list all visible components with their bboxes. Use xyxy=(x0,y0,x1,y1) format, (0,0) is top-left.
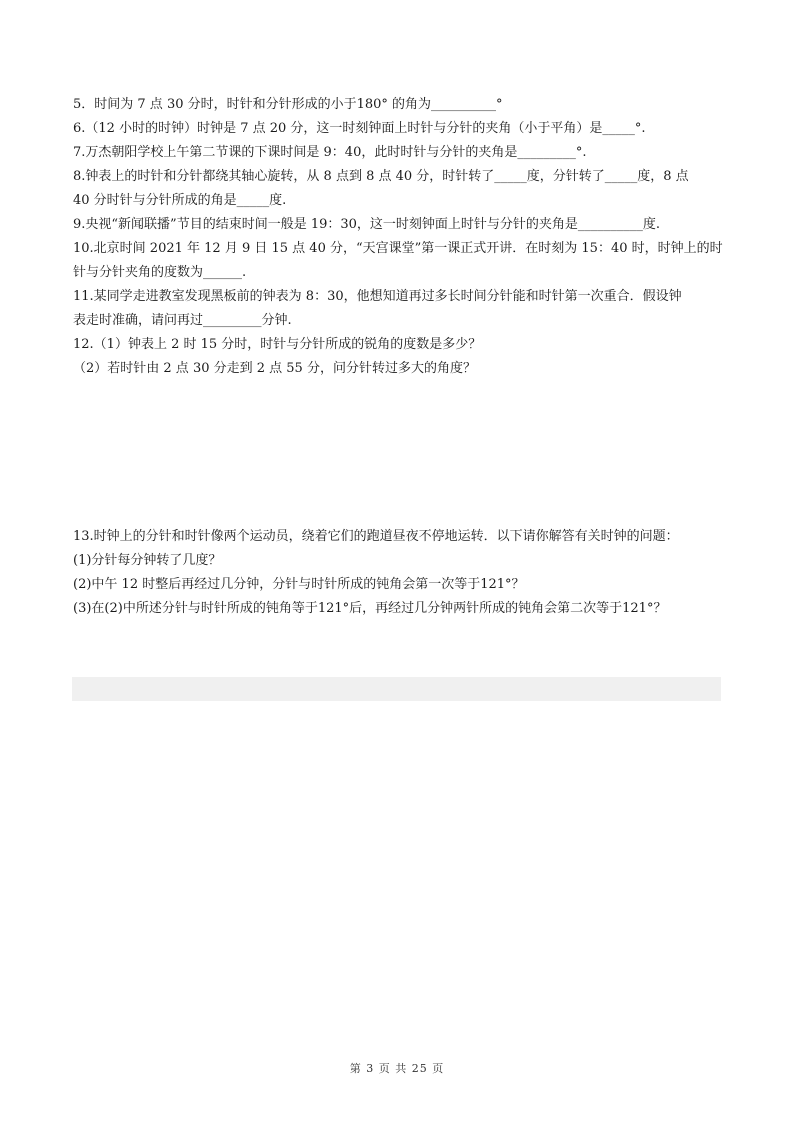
question-8-line-2: 40 分时针与分针所成的角是_____度. xyxy=(73,193,287,208)
question-11-line-1: 11.某同学走进教室发现黑板前的钟表为 8：30，他想知道再过多长时间分针能和时针第一次重合．假设钟 xyxy=(73,289,682,304)
question-5: 5．时间为 7 点 30 分时，时针和分针形成的小于180° 的角为__________° xyxy=(73,97,503,112)
shaded-divider-bar xyxy=(72,677,721,701)
page-number-footer: 第 3 页 共 25 页 xyxy=(349,1062,445,1075)
question-12-part-2: （2）若时针由 2 点 30 分走到 2 点 55 分，问分针转过多大的角度？ xyxy=(73,361,476,376)
question-13-intro: 13.时钟上的分针和时针像两个运动员，绕着它们的跑道昼夜不停地运转．以下请你解答有关时钟的问题： xyxy=(73,529,679,544)
question-6: 6.（12 小时的时钟）时钟是 7 点 20 分，这一时刻钟面上时针与分针的夹角（小于平角）是_____°. xyxy=(73,121,646,136)
question-9: 9.央视“新闻联播”节目的结束时间一般是 19：30，这一时刻钟面上时针与分针的夹角是__________度. xyxy=(73,217,661,232)
question-7: 7.万杰朝阳学校上午第二节课的下课时间是 9：40，此时时针与分针的夹角是_________°. xyxy=(73,145,587,160)
question-list xyxy=(73,93,725,621)
question-10-line-1: 10.北京时间 2021 年 12 月 9 日 15 点 40 分，“天宫课堂”第一课正式开讲．在时刻为 15：40 时，时钟上的时 xyxy=(73,241,723,256)
answer-space xyxy=(73,381,725,525)
question-8-line-1: 8.钟表上的时针和分针都绕其轴心旋转，从 8 点到 8 点 40 分，时针转了_____度，分针转了_____度，8 点 xyxy=(73,169,689,184)
question-13-part-1: (1)分针每分钟转了几度？ xyxy=(73,553,222,568)
question-12-part-1: 12.（1）钟表上 2 时 15 分时，时针与分针所成的锐角的度数是多少？ xyxy=(73,337,482,352)
question-13-part-2: (2)中午 12 时整后再经过几分钟，分针与时针所成的钝角会第一次等于121°？ xyxy=(73,577,525,592)
question-10-line-2: 针与分针夹角的度数为______. xyxy=(73,265,247,280)
question-11-line-2: 表走时准确，请问再过_________分钟. xyxy=(73,313,292,328)
question-13-part-3: (3)在(2)中所述分针与时针所成的钝角等于121°后，再经过几分钟两针所成的钝角会第二次等于121°？ xyxy=(73,601,667,616)
